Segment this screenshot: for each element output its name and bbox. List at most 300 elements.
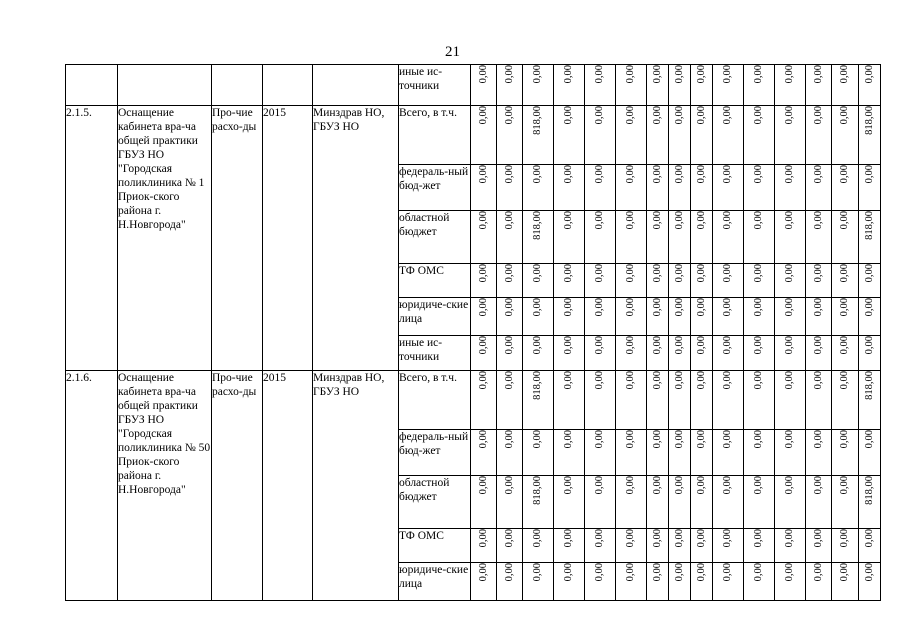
value-cell [775, 563, 806, 601]
value-cell [523, 529, 554, 563]
value-text: 0,00 [625, 371, 636, 390]
value-cell [669, 165, 691, 211]
funding-source-cell [399, 65, 471, 106]
value-cell [691, 264, 713, 298]
value-cell [554, 563, 585, 601]
value-cell [554, 65, 585, 106]
value-cell [523, 211, 554, 264]
value-cell [691, 211, 713, 264]
value-cell [806, 371, 832, 430]
value-cell [523, 563, 554, 601]
funding-source-cell [399, 430, 471, 476]
empty-cell [263, 65, 313, 106]
value-text: 0,00 [695, 476, 707, 495]
value-cell [713, 430, 744, 476]
value-cell [832, 476, 859, 529]
value-text: 0,00 [503, 529, 515, 548]
value-text: 0,00 [839, 65, 850, 84]
value-text: 0,00 [563, 65, 574, 84]
value-cell [616, 264, 647, 298]
value-cell [585, 298, 616, 336]
value-cell [647, 264, 669, 298]
value-cell [713, 298, 744, 336]
value-text: 0,00 [651, 529, 663, 548]
value-cell [523, 65, 554, 106]
value-cell [691, 529, 713, 563]
funding-source-label: федераль-ный бюд-жет [399, 431, 469, 457]
value-cell [554, 211, 585, 264]
value-cell [859, 371, 881, 430]
value-text: 0,00 [625, 476, 636, 495]
value-text: 0,00 [673, 264, 685, 283]
empty-cell [212, 65, 263, 106]
value-text: 0,00 [753, 165, 764, 184]
value-cell [859, 529, 881, 563]
value-cell [616, 563, 647, 601]
value-cell [669, 476, 691, 529]
value-cell [647, 476, 669, 529]
item-number: 2.1.6. [66, 372, 92, 384]
value-cell [669, 298, 691, 336]
value-cell [647, 165, 669, 211]
value-cell [616, 529, 647, 563]
value-text: 0,00 [784, 563, 795, 582]
value-text: 0,00 [503, 211, 515, 230]
value-cell [497, 298, 523, 336]
value-cell [523, 371, 554, 430]
value-text: 0,00 [477, 476, 489, 495]
value-text: 0,00 [839, 371, 850, 390]
value-cell [647, 336, 669, 371]
funding-source-label: Всего, в т.ч. [399, 107, 457, 119]
value-text: 0,00 [753, 476, 764, 495]
value-cell [859, 476, 881, 529]
value-cell [497, 336, 523, 371]
value-cell [775, 298, 806, 336]
value-text: 0,00 [695, 563, 707, 582]
value-cell [554, 529, 585, 563]
value-cell [859, 65, 881, 106]
value-text: 0,00 [594, 529, 605, 548]
funding-source-label: Всего, в т.ч. [399, 372, 457, 384]
value-cell [554, 371, 585, 430]
value-text: 0,00 [812, 165, 824, 184]
value-text: 0,00 [722, 106, 733, 125]
value-cell [471, 211, 497, 264]
value-text: 0,00 [625, 298, 636, 317]
value-text: 0,00 [695, 165, 707, 184]
value-cell [713, 165, 744, 211]
expense-category: Про-чие расхо-ды [212, 107, 257, 133]
value-text: 0,00 [594, 430, 605, 449]
value-text: 818,00 [863, 476, 875, 505]
value-text: 0,00 [503, 336, 515, 355]
value-cell [859, 298, 881, 336]
value-text: 0,00 [812, 430, 824, 449]
value-cell [775, 106, 806, 165]
value-text: 0,00 [503, 264, 515, 283]
value-text: 0,00 [695, 529, 707, 548]
value-cell [859, 430, 881, 476]
value-cell [471, 336, 497, 371]
value-cell [806, 298, 832, 336]
value-text: 0,00 [563, 165, 574, 184]
value-text: 0,00 [839, 298, 850, 317]
value-text: 0,00 [784, 371, 795, 390]
value-cell [832, 563, 859, 601]
funding-source-label: юридиче-ские лица [399, 299, 469, 325]
value-cell [616, 430, 647, 476]
value-text: 0,00 [651, 430, 663, 449]
value-cell [497, 430, 523, 476]
value-cell [775, 476, 806, 529]
value-text: 0,00 [503, 563, 515, 582]
value-text: 0,00 [695, 371, 707, 390]
value-text: 0,00 [695, 430, 707, 449]
value-text: 0,00 [784, 165, 795, 184]
value-cell [806, 430, 832, 476]
value-cell [669, 430, 691, 476]
item-number-cell [66, 106, 118, 371]
value-cell [471, 298, 497, 336]
value-cell [713, 476, 744, 529]
value-cell [744, 165, 775, 211]
value-cell [585, 165, 616, 211]
value-text: 0,00 [532, 65, 543, 84]
value-text: 0,00 [784, 430, 795, 449]
value-cell [859, 563, 881, 601]
value-cell [713, 336, 744, 371]
value-text: 0,00 [477, 298, 489, 317]
funding-source-cell [399, 298, 471, 336]
funding-source-label: юридиче-ские лица [399, 564, 469, 590]
table-row [66, 371, 881, 430]
value-text: 0,00 [722, 65, 733, 84]
value-text: 0,00 [477, 371, 489, 390]
item-number: 2.1.5. [66, 107, 92, 119]
value-cell [713, 563, 744, 601]
value-text: 0,00 [784, 298, 795, 317]
value-text: 0,00 [477, 529, 489, 548]
value-cell [859, 264, 881, 298]
empty-cell [313, 65, 399, 106]
value-text: 0,00 [722, 264, 733, 283]
value-cell [669, 529, 691, 563]
value-text: 0,00 [695, 264, 707, 283]
value-text: 0,00 [812, 563, 824, 582]
value-text: 0,00 [839, 106, 850, 125]
funding-source-label: федераль-ный бюд-жет [399, 166, 469, 192]
value-cell [497, 371, 523, 430]
value-text: 0,00 [563, 371, 574, 390]
value-cell [775, 371, 806, 430]
funding-source-cell [399, 336, 471, 371]
value-cell [806, 106, 832, 165]
value-text: 0,00 [722, 476, 733, 495]
value-text: 0,00 [503, 430, 515, 449]
value-text: 0,00 [477, 211, 489, 230]
value-text: 0,00 [722, 165, 733, 184]
value-cell [471, 430, 497, 476]
value-cell [497, 264, 523, 298]
value-cell [859, 336, 881, 371]
value-cell [523, 106, 554, 165]
value-cell [497, 165, 523, 211]
value-text: 0,00 [594, 371, 605, 390]
value-cell [647, 65, 669, 106]
value-cell [832, 165, 859, 211]
value-text: 0,00 [477, 65, 489, 84]
item-executor: Минздрав НО, ГБУЗ НО [313, 372, 385, 398]
value-cell [471, 106, 497, 165]
value-cell [523, 476, 554, 529]
value-text: 0,00 [839, 563, 850, 582]
value-cell [744, 106, 775, 165]
value-cell [744, 563, 775, 601]
value-cell [616, 336, 647, 371]
value-cell [669, 106, 691, 165]
item-year-cell [263, 371, 313, 601]
value-cell [585, 211, 616, 264]
value-cell [832, 336, 859, 371]
funding-source-cell [399, 529, 471, 563]
value-text: 0,00 [695, 106, 707, 125]
value-cell [523, 298, 554, 336]
value-cell [691, 371, 713, 430]
value-cell [691, 106, 713, 165]
value-text: 0,00 [753, 430, 764, 449]
value-text: 0,00 [673, 65, 685, 84]
value-text: 0,00 [753, 529, 764, 548]
value-cell [669, 371, 691, 430]
value-cell [471, 371, 497, 430]
value-text: 0,00 [812, 298, 824, 317]
value-cell [554, 264, 585, 298]
value-cell [669, 336, 691, 371]
value-text: 0,00 [695, 65, 707, 84]
value-text: 0,00 [625, 65, 636, 84]
value-cell [775, 65, 806, 106]
value-text: 0,00 [532, 298, 543, 317]
value-cell [647, 106, 669, 165]
value-text: 0,00 [625, 264, 636, 283]
funding-source-label: иные ис-точники [399, 337, 443, 363]
value-text: 0,00 [753, 336, 764, 355]
value-cell [744, 371, 775, 430]
value-cell [744, 298, 775, 336]
value-cell [497, 65, 523, 106]
funding-source-cell [399, 264, 471, 298]
value-text: 0,00 [812, 264, 824, 283]
value-text: 0,00 [839, 430, 850, 449]
value-cell [669, 264, 691, 298]
value-cell [832, 264, 859, 298]
value-cell [471, 65, 497, 106]
funding-source-cell [399, 211, 471, 264]
value-text: 0,00 [651, 65, 663, 84]
value-cell [523, 165, 554, 211]
expense-category-cell [212, 106, 263, 371]
funding-source-cell [399, 563, 471, 601]
value-text: 0,00 [651, 563, 663, 582]
value-text: 0,00 [839, 336, 850, 355]
value-text: 0,00 [784, 106, 795, 125]
value-cell [859, 106, 881, 165]
value-text: 0,00 [863, 529, 875, 548]
value-text: 818,00 [863, 106, 875, 135]
funding-source-label: ТФ ОМС [399, 530, 444, 542]
value-text: 0,00 [812, 371, 824, 390]
value-cell [616, 298, 647, 336]
value-text: 0,00 [477, 563, 489, 582]
value-text: 0,00 [753, 211, 764, 230]
value-cell [616, 106, 647, 165]
value-cell [585, 65, 616, 106]
value-text: 0,00 [594, 211, 605, 230]
value-cell [616, 165, 647, 211]
value-cell [585, 476, 616, 529]
value-text: 0,00 [753, 563, 764, 582]
value-text: 0,00 [812, 211, 824, 230]
value-text: 0,00 [695, 336, 707, 355]
value-text: 0,00 [532, 529, 543, 548]
value-cell [713, 65, 744, 106]
value-cell [554, 430, 585, 476]
value-text: 0,00 [625, 563, 636, 582]
value-cell [744, 529, 775, 563]
value-cell [713, 264, 744, 298]
value-text: 0,00 [563, 529, 574, 548]
value-text: 0,00 [594, 264, 605, 283]
value-cell [585, 529, 616, 563]
value-cell [585, 336, 616, 371]
value-text: 0,00 [722, 298, 733, 317]
value-text: 0,00 [784, 336, 795, 355]
value-cell [775, 430, 806, 476]
value-text: 0,00 [863, 165, 875, 184]
value-cell [832, 529, 859, 563]
value-cell [744, 65, 775, 106]
value-text: 0,00 [839, 529, 850, 548]
value-text: 0,00 [625, 529, 636, 548]
value-cell [691, 165, 713, 211]
value-cell [647, 529, 669, 563]
value-text: 0,00 [753, 106, 764, 125]
value-text: 0,00 [563, 563, 574, 582]
value-text: 0,00 [651, 476, 663, 495]
value-text: 0,00 [753, 298, 764, 317]
value-text: 0,00 [812, 336, 824, 355]
value-text: 0,00 [784, 264, 795, 283]
value-cell [585, 264, 616, 298]
budget-table [65, 64, 881, 601]
value-cell [691, 476, 713, 529]
value-text: 0,00 [563, 106, 574, 125]
value-text: 0,00 [503, 106, 515, 125]
value-cell [806, 165, 832, 211]
funding-source-label: областной бюджет [399, 477, 450, 503]
value-text: 818,00 [532, 371, 543, 400]
value-cell [806, 563, 832, 601]
value-cell [691, 298, 713, 336]
value-cell [616, 476, 647, 529]
value-cell [691, 563, 713, 601]
value-text: 0,00 [753, 371, 764, 390]
value-text: 0,00 [812, 65, 824, 84]
value-text: 0,00 [863, 298, 875, 317]
value-cell [647, 371, 669, 430]
value-cell [554, 336, 585, 371]
value-cell [647, 298, 669, 336]
value-text: 818,00 [532, 211, 543, 240]
item-name: Оснащение кабинета вра-ча общей практики ГБУЗ НО "Городская поликлиника № 50 Приок-ского района г. Н.Новгорода" [118, 372, 211, 496]
value-text: 0,00 [812, 106, 824, 125]
value-cell [497, 106, 523, 165]
value-cell [669, 211, 691, 264]
value-text: 0,00 [563, 476, 574, 495]
value-text: 0,00 [784, 211, 795, 230]
value-text: 0,00 [839, 211, 850, 230]
value-text: 0,00 [625, 165, 636, 184]
value-text: 0,00 [563, 430, 574, 449]
value-cell [806, 529, 832, 563]
value-cell [859, 165, 881, 211]
table-row [66, 106, 881, 165]
value-cell [497, 476, 523, 529]
value-text: 0,00 [503, 476, 515, 495]
value-text: 0,00 [651, 336, 663, 355]
value-text: 0,00 [673, 211, 685, 230]
value-cell [616, 65, 647, 106]
value-cell [713, 529, 744, 563]
value-cell [669, 563, 691, 601]
value-cell [744, 211, 775, 264]
value-cell [806, 264, 832, 298]
value-cell [806, 336, 832, 371]
funding-source-label: областной бюджет [399, 212, 450, 238]
value-cell [554, 476, 585, 529]
value-cell [832, 106, 859, 165]
value-text: 0,00 [812, 476, 824, 495]
expense-category-cell [212, 371, 263, 601]
value-text: 0,00 [695, 211, 707, 230]
value-cell [554, 298, 585, 336]
value-text: 818,00 [532, 476, 543, 505]
value-cell [775, 211, 806, 264]
value-cell [554, 165, 585, 211]
value-cell [832, 371, 859, 430]
value-text: 818,00 [532, 106, 543, 135]
value-cell [691, 65, 713, 106]
value-cell [471, 529, 497, 563]
item-number-cell [66, 371, 118, 601]
expense-category: Про-чие расхо-ды [212, 372, 257, 398]
value-text: 0,00 [477, 264, 489, 283]
value-text: 0,00 [563, 211, 574, 230]
item-year: 2015 [263, 107, 286, 119]
value-cell [713, 211, 744, 264]
value-text: 0,00 [863, 264, 875, 283]
value-text: 0,00 [753, 264, 764, 283]
item-name-cell [118, 371, 212, 601]
value-text: 0,00 [673, 563, 685, 582]
value-text: 0,00 [625, 430, 636, 449]
value-cell [585, 371, 616, 430]
value-cell [691, 430, 713, 476]
value-text: 0,00 [722, 211, 733, 230]
value-text: 0,00 [594, 165, 605, 184]
value-text: 0,00 [695, 298, 707, 317]
